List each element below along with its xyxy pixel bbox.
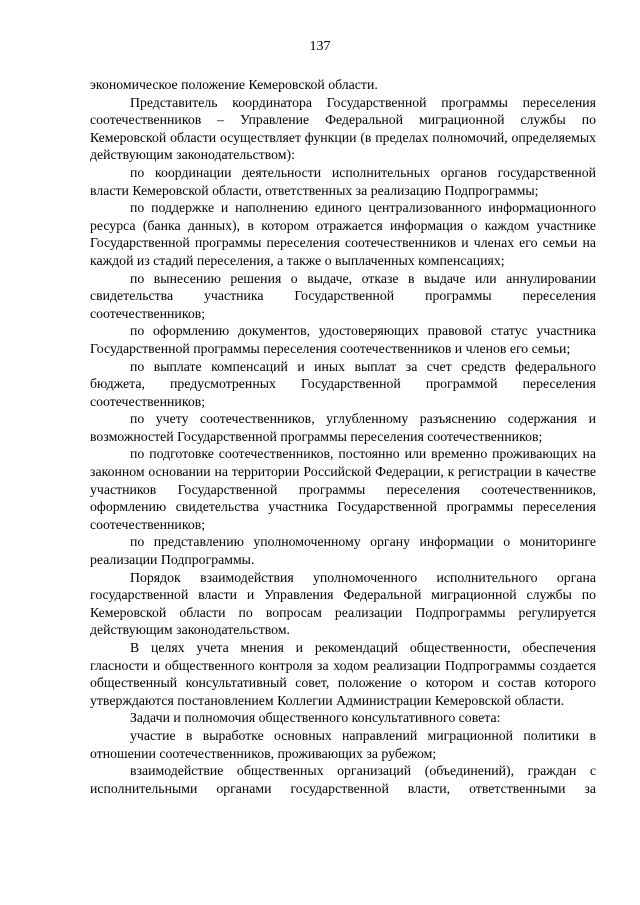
paragraph: по вынесению решения о выдаче, отказе в выдаче или аннулировании свидетельства участника Государственной программы переселения соотечественников; <box>90 270 596 321</box>
paragraph: Задачи и полномочия общественного консультативного совета: <box>130 710 501 726</box>
paragraph: В целях учета мнения и рекомендаций общественности, обеспечения гласности и общественного контроля за ходом реализации Подпрограммы создается общественный консультативный совет, положение о котором и состав которого утверждаются постановлением Коллегии Администрации Кемеровской области. <box>90 640 596 708</box>
paragraph: взаимодействие общественных организаций (объединений), граждан с исполнительными органами государственной власти, ответственными за <box>90 763 596 796</box>
document-body <box>90 76 596 797</box>
paragraph: Представитель координатора Государственной программы переселения соотечественников – Управление Федеральной миграционной службы по Кемеровской области осуществляет функции (в пределах полномочий, определяемых действующим законодательством): <box>90 94 596 163</box>
paragraph: по подготовке соотечественников, постоянно или временно проживающих на законном основании на территории Российской Федерации, к регистрации в качестве участников Государственной программы переселения соотечественников, оформлению свидетельства участника Государственной программы переселения соотечественников; <box>90 446 596 532</box>
paragraph: по координации деятельности исполнительных органов государственной власти Кемеровской области, ответственных за реализацию Подпрограммы; <box>90 164 596 198</box>
paragraph: Порядок взаимодействия уполномоченного исполнительного органа государственной власти и Управления Федеральной миграционной службы по Кемеровской области по вопросам реализации Подпрограммы регулируется действующим законодательством. <box>90 569 596 638</box>
paragraph: экономическое положение Кемеровской области. <box>90 77 378 92</box>
paragraph: по учету соотечественников, углубленному разъяснению содержания и возможностей Государственной программы переселения соотечественников; <box>90 411 596 444</box>
paragraph: по выплате компенсаций и иных выплат за счет средств федерального бюджета, предусмотренных Государственной программой переселения соотечественников; <box>90 358 596 409</box>
paragraph: по поддержке и наполнению единого централизованного информационного ресурса (банка данных), в котором отражается информация о каждом участнике Государственной программы переселения соотечественников и членах его семьи на каждой из стадий переселения, а также о выплаченных компенсациях; <box>90 200 596 268</box>
paragraph: участие в выработке основных направлений миграционной политики в отношении соотечественников, проживающих за рубежом; <box>90 727 596 761</box>
page-number: 137 <box>309 39 331 54</box>
paragraph: по представлению уполномоченному органу информации о мониторинге реализации Подпрограммы. <box>90 534 596 568</box>
paragraph: по оформлению документов, удостоверяющих правовой статус участника Государственной программы переселения соотечественников и членов его семьи; <box>90 323 596 356</box>
